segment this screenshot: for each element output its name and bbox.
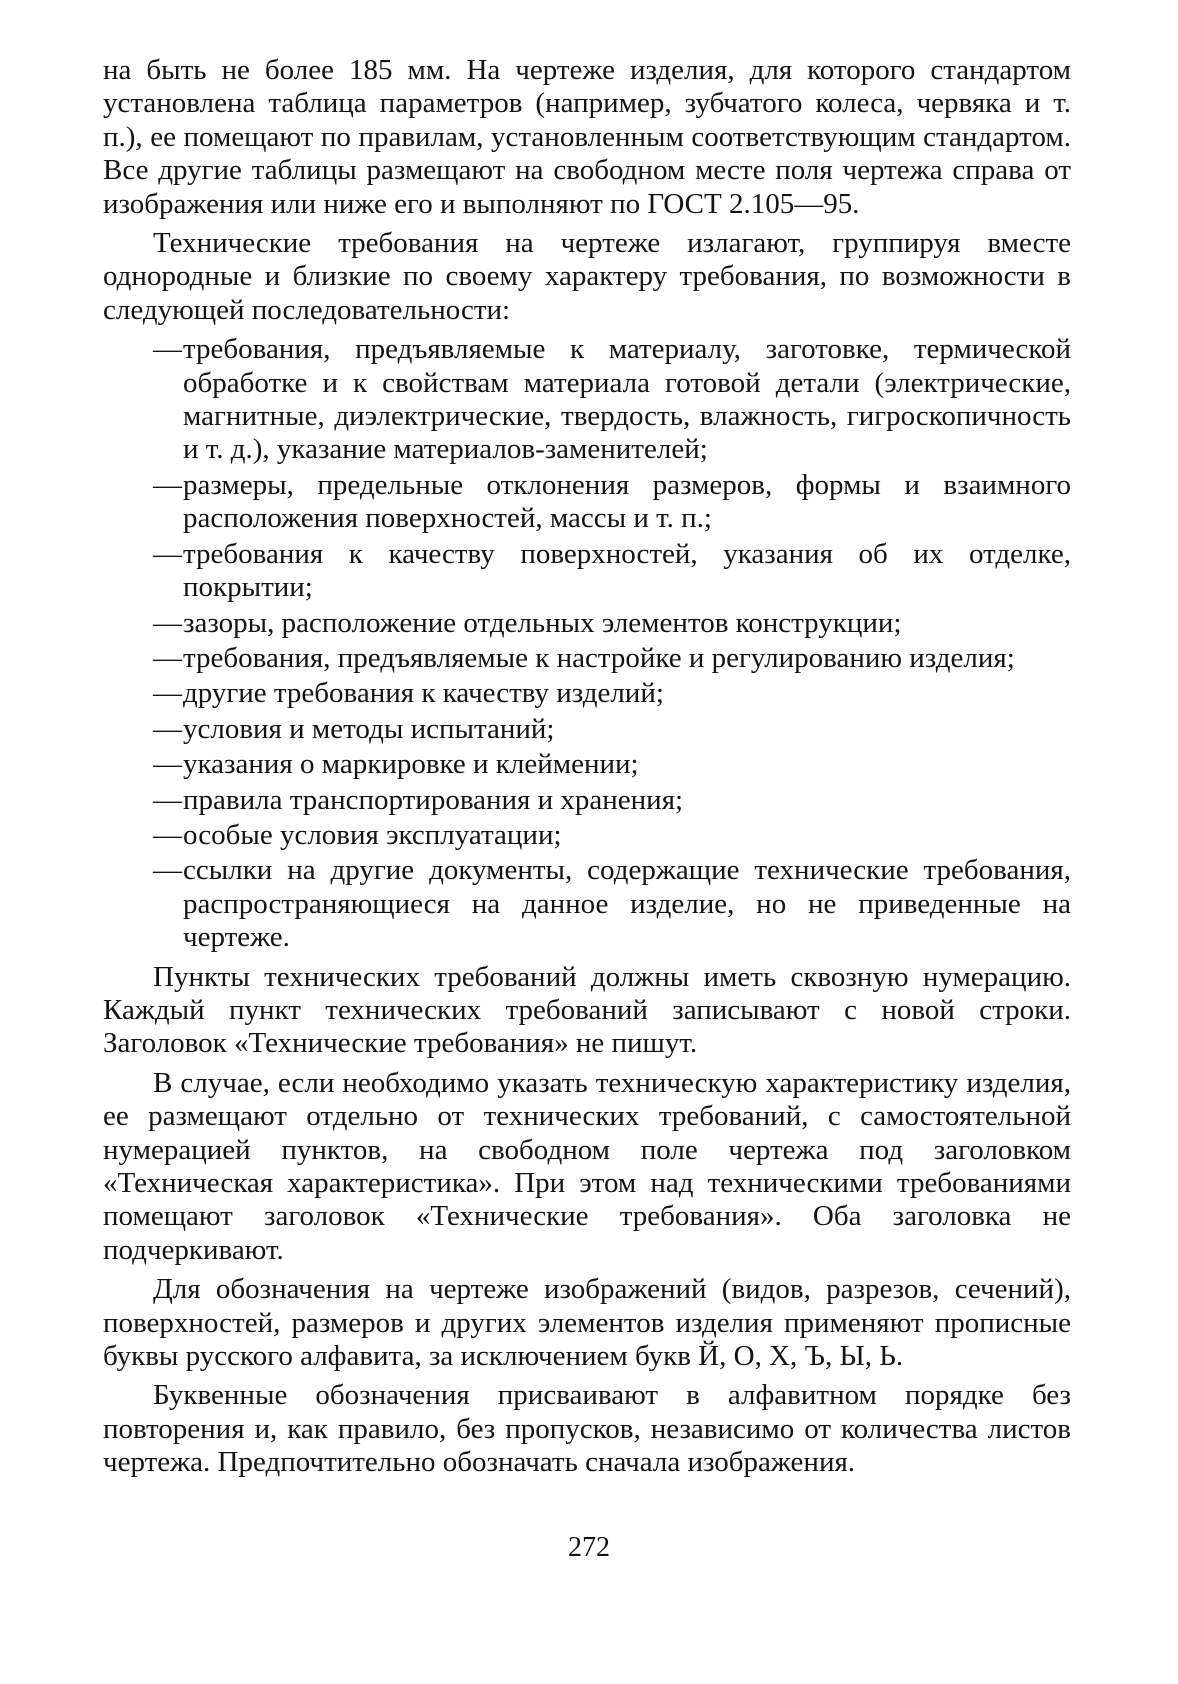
- page-number: 272: [568, 1532, 610, 1563]
- list-item-text: указания о маркировке и клеймении;: [183, 748, 639, 781]
- paragraph-technical-requirements-intro: Технические требования на чертеже излагают, группируя вместе однородные и близкие по своему характеру требования, по возможности в следующей последовательности:: [103, 227, 1071, 326]
- paragraph-continued-tables: на быть не более 185 мм. На чертеже изделия, для которого стандартом установлена таблица параметров (например, зубчатого колеса, червяка и т. п.), ее помещают по правилам, установленным соответствующим стандартом. Все другие таблицы размещают на свободном месте поля чертежа справа от изображения или ниже его и выполняют по ГОСТ 2.105—95.: [103, 54, 1071, 220]
- paragraph-numbering: Пункты технических требований должны иметь сквозную нумерацию. Каждый пункт технических требований записывают с новой строки. Заголовок «Технические требования» не пишут.: [103, 960, 1071, 1060]
- list-item: [103, 819, 1071, 852]
- list-item: [103, 854, 1071, 954]
- list-item-text: зазоры, расположение отдельных элементов конструкции;: [183, 606, 902, 639]
- list-item: [103, 748, 1071, 781]
- list-item: [103, 713, 1071, 746]
- dash-bullet: —: [153, 641, 182, 674]
- list-item: [103, 784, 1071, 817]
- requirements-list: [103, 333, 1071, 954]
- dash-bullet: —: [153, 537, 182, 570]
- paragraph-letter-designations: Для обозначения на чертеже изображений (видов, разрезов, сечений), поверхностей, размеров и других элементов изделия применяют прописные буквы русского алфавита, за исключением букв Й, О, Х, Ъ, Ы, Ь.: [103, 1273, 1071, 1373]
- list-item-text: размеры, предельные отклонения размеров, формы и взаимного расположения поверхностей, массы и т. п.;: [183, 468, 1071, 535]
- list-item: [103, 538, 1071, 605]
- dash-bullet: —: [153, 333, 182, 366]
- list-item-text: ссылки на другие документы, содержащие технические требования, распространяющиеся на данное изделие, но не приведенные на чертеже.: [183, 854, 1071, 954]
- dash-bullet: —: [153, 818, 182, 851]
- list-item: [103, 642, 1071, 675]
- list-item-text: требования, предъявляемые к настройке и регулированию изделия;: [183, 641, 1015, 674]
- dash-bullet: —: [153, 468, 182, 501]
- list-item-text: условия и методы испытаний;: [183, 712, 555, 745]
- list-item-text: особые условия эксплуатации;: [183, 818, 562, 851]
- list-item: [103, 469, 1071, 536]
- dash-bullet: —: [153, 677, 182, 710]
- page-body: [103, 54, 1071, 1486]
- list-item: [103, 333, 1071, 467]
- paragraph-technical-characteristic: В случае, если необходимо указать техническую характеристику изделия, ее размещают отдельно от технических требований, с самостоятельной нумерацией пунктов, на свободном поле чертежа под заголовком «Техническая характеристика». При этом над техническими требованиями помещают заголовок «Технические требования». Оба заголовка не подчеркивают.: [103, 1066, 1071, 1266]
- dash-bullet: —: [153, 712, 182, 745]
- list-item-text: требования, предъявляемые к материалу, заготовке, термической обработке и к свойствам материала готовой детали (электрические, магнитные, диэлектрические, твердость, влажность, гигроскопичность и т. д.), указание материалов-заменителей;: [183, 333, 1071, 466]
- dash-bullet: —: [153, 748, 182, 781]
- list-item-text: правила транспортирования и хранения;: [183, 783, 684, 816]
- dash-bullet: —: [153, 783, 182, 816]
- list-item: [103, 607, 1071, 640]
- list-item: [103, 677, 1071, 710]
- dash-bullet: —: [153, 606, 182, 639]
- dash-bullet: —: [153, 854, 182, 887]
- paragraph-alphabetical-order: Буквенные обозначения присваивают в алфавитном порядке без повторения и, как правило, без пропусков, независимо от количества листов чертежа. Предпочтительно обозначать сначала изображения.: [103, 1379, 1071, 1479]
- list-item-text: требования к качеству поверхностей, указания об их отделке, покрытии;: [183, 537, 1071, 604]
- list-item-text: другие требования к качеству изделий;: [183, 677, 664, 710]
